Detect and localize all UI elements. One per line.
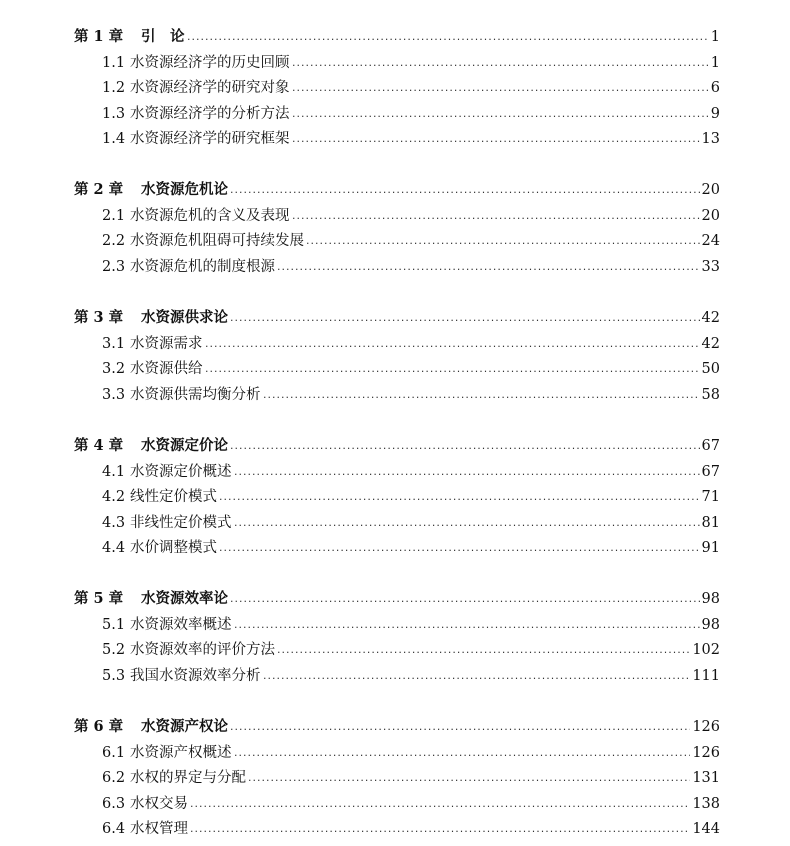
dot-leader	[263, 384, 700, 406]
toc-section-entry[interactable]	[0, 256, 790, 278]
toc-section-entry[interactable]	[0, 205, 790, 227]
section-page-number: 67	[701, 461, 720, 483]
dot-leader	[292, 205, 700, 227]
section-number: 1.2	[102, 80, 126, 97]
dot-leader	[205, 358, 700, 380]
chapter-number: 第 5 章	[74, 590, 124, 607]
section-number: 2.2	[102, 233, 126, 250]
section-page-number: 81	[701, 512, 720, 534]
chapter-page-number: 126	[691, 716, 720, 738]
dot-leader	[234, 512, 700, 534]
section-title: 水资源危机的制度根源	[130, 258, 275, 275]
section-number: 5.2	[102, 642, 126, 659]
section-title: 水资源经济学的研究对象	[130, 80, 290, 97]
toc-section-entry[interactable]	[0, 793, 790, 815]
dot-leader	[248, 767, 690, 789]
section-page-number: 50	[701, 358, 720, 380]
dot-leader	[187, 26, 709, 48]
section-title: 水资源定价概述	[130, 463, 232, 480]
section-number: 3.3	[102, 386, 126, 403]
toc-chapter-entry[interactable]	[0, 588, 790, 610]
section-page-number: 1	[710, 52, 720, 74]
dot-leader	[219, 486, 700, 508]
dot-leader	[277, 256, 700, 278]
toc-section-entry[interactable]	[0, 767, 790, 789]
chapter-title: 水资源供求论	[141, 309, 228, 326]
dot-leader	[190, 793, 690, 815]
section-title: 水资源危机的含义及表现	[130, 207, 290, 224]
chapter-page-number: 42	[701, 307, 720, 329]
section-number: 6.1	[102, 744, 126, 761]
chapter-title: 水资源效率论	[141, 590, 228, 607]
toc-section-entry[interactable]	[0, 461, 790, 483]
section-page-number: 111	[691, 665, 720, 687]
section-page-number: 42	[701, 333, 720, 355]
section-number: 6.3	[102, 795, 126, 812]
dot-leader	[234, 742, 690, 764]
section-number: 5.3	[102, 667, 126, 684]
section-number: 4.3	[102, 514, 126, 531]
section-page-number: 144	[691, 818, 720, 840]
dot-leader	[292, 52, 709, 74]
chapter-title: 水资源定价论	[141, 437, 228, 454]
section-title: 水权的界定与分配	[130, 770, 246, 787]
chapter-page-number: 67	[701, 435, 720, 457]
section-page-number: 13	[701, 128, 720, 150]
dot-leader	[292, 77, 709, 99]
dot-leader	[263, 665, 690, 687]
chapter-title: 引 论	[141, 28, 185, 45]
section-number: 5.1	[102, 616, 126, 633]
section-title: 水权管理	[130, 821, 188, 838]
chapter-number: 第 3 章	[74, 309, 124, 326]
section-title: 水资源产权概述	[130, 744, 232, 761]
toc-section-entry[interactable]	[0, 358, 790, 380]
section-page-number: 71	[701, 486, 720, 508]
toc-chapter-entry[interactable]	[0, 716, 790, 738]
chapter-number: 第 1 章	[74, 28, 124, 45]
toc-chapter-entry[interactable]	[0, 435, 790, 457]
dot-leader	[230, 435, 700, 457]
chapter-page-number: 1	[710, 26, 720, 48]
section-page-number: 138	[691, 793, 720, 815]
dot-leader	[306, 230, 700, 252]
toc-section-entry[interactable]	[0, 333, 790, 355]
toc-section-entry[interactable]	[0, 512, 790, 534]
chapter-title: 水资源产权论	[141, 718, 228, 735]
section-title: 水权交易	[130, 795, 188, 812]
section-title: 水资源效率的评价方法	[130, 642, 275, 659]
section-title: 水资源需求	[130, 335, 203, 352]
section-page-number: 9	[710, 103, 720, 125]
dot-leader	[230, 179, 700, 201]
dot-leader	[230, 307, 700, 329]
toc-section-entry[interactable]	[0, 614, 790, 636]
section-number: 1.4	[102, 131, 126, 148]
chapter-page-number: 98	[701, 588, 720, 610]
section-title: 水资源供给	[130, 361, 203, 378]
chapter-number: 第 4 章	[74, 437, 124, 454]
dot-leader	[234, 461, 700, 483]
chapter-number: 第 2 章	[74, 181, 124, 198]
section-page-number: 6	[710, 77, 720, 99]
section-number: 6.2	[102, 770, 126, 787]
section-title: 我国水资源效率分析	[130, 667, 261, 684]
section-page-number: 58	[701, 384, 720, 406]
section-number: 1.3	[102, 105, 126, 122]
toc-section-entry[interactable]	[0, 384, 790, 406]
section-page-number: 91	[701, 537, 720, 559]
toc-chapter-entry[interactable]	[0, 179, 790, 201]
section-number: 3.2	[102, 361, 126, 378]
chapter-title: 水资源危机论	[141, 181, 228, 198]
toc-section-entry[interactable]	[0, 52, 790, 74]
toc-section-entry[interactable]	[0, 103, 790, 125]
section-number: 4.4	[102, 540, 126, 557]
section-page-number: 102	[691, 639, 720, 661]
section-page-number: 24	[701, 230, 720, 252]
toc-section-entry[interactable]	[0, 537, 790, 559]
section-number: 4.1	[102, 463, 126, 480]
section-number: 3.1	[102, 335, 126, 352]
section-number: 4.2	[102, 489, 126, 506]
toc-section-entry[interactable]	[0, 639, 790, 661]
toc-section-entry[interactable]	[0, 818, 790, 840]
section-title: 水资源经济学的研究框架	[130, 131, 290, 148]
toc-section-entry[interactable]	[0, 77, 790, 99]
section-number: 1.1	[102, 54, 126, 71]
section-title: 水资源危机阻碍可持续发展	[130, 233, 304, 250]
dot-leader	[219, 537, 700, 559]
section-title: 水资源供需均衡分析	[130, 386, 261, 403]
dot-leader	[190, 818, 690, 840]
section-title: 水资源经济学的分析方法	[130, 105, 290, 122]
toc-chapter-entry[interactable]	[0, 307, 790, 329]
dot-leader	[230, 588, 700, 610]
toc-section-entry[interactable]	[0, 665, 790, 687]
dot-leader	[205, 333, 700, 355]
section-page-number: 126	[691, 742, 720, 764]
dot-leader	[292, 128, 700, 150]
section-title: 水资源效率概述	[130, 616, 232, 633]
toc-section-entry[interactable]	[0, 742, 790, 764]
section-title: 非线性定价模式	[130, 514, 232, 531]
dot-leader	[234, 614, 700, 636]
toc-section-entry[interactable]	[0, 230, 790, 252]
chapter-page-number: 20	[701, 179, 720, 201]
toc-section-entry[interactable]	[0, 486, 790, 508]
section-number: 2.3	[102, 258, 126, 275]
section-page-number: 33	[701, 256, 720, 278]
dot-leader	[230, 716, 690, 738]
section-number: 6.4	[102, 821, 126, 838]
section-page-number: 98	[701, 614, 720, 636]
section-number: 2.1	[102, 207, 126, 224]
toc-chapter-entry[interactable]	[0, 26, 790, 48]
section-title: 线性定价模式	[130, 489, 217, 506]
toc-section-entry[interactable]	[0, 128, 790, 150]
dot-leader	[292, 103, 709, 125]
section-page-number: 20	[701, 205, 720, 227]
dot-leader	[277, 639, 690, 661]
section-title: 水价调整模式	[130, 540, 217, 557]
section-page-number: 131	[691, 767, 720, 789]
chapter-number: 第 6 章	[74, 718, 124, 735]
section-title: 水资源经济学的历史回顾	[130, 54, 290, 71]
